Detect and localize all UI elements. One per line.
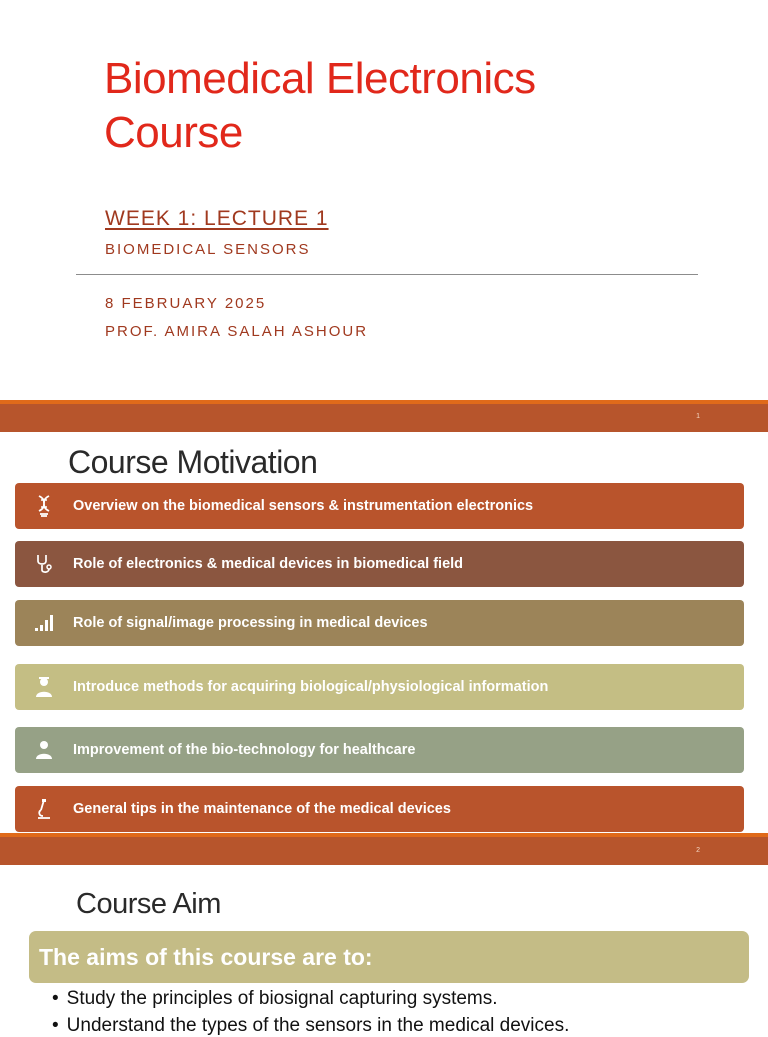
course-title — [104, 52, 724, 160]
lecture-label: WEEK 1: LECTURE 1 — [105, 207, 329, 230]
slide-footer-band-2 — [0, 833, 768, 865]
slide-footer-band-1 — [0, 400, 768, 432]
dna-icon — [15, 483, 73, 529]
motivation-item-label: Introduce methods for acquiring biological/physiological information — [73, 679, 549, 695]
stethoscope-icon — [15, 541, 73, 587]
title-slide — [0, 0, 768, 400]
signal-bars-icon — [15, 600, 73, 646]
motivation-item — [15, 600, 744, 646]
aim-heading: The aims of this course are to: — [39, 943, 373, 970]
motivation-item-label: General tips in the maintenance of the medical devices — [73, 801, 451, 817]
footer-accent-line — [0, 833, 768, 837]
course-title-line2: Course — [104, 108, 243, 157]
aim-heading-box — [29, 931, 749, 983]
page-number: 2 — [696, 847, 700, 854]
lecture-date: 8 FEBRUARY 2025 — [105, 295, 267, 312]
slide-title-motivation: Course Motivation — [68, 444, 318, 480]
scientist-icon — [15, 664, 73, 710]
motivation-item — [15, 664, 744, 710]
divider — [76, 274, 698, 275]
motivation-item-label: Role of electronics & medical devices in biomedical field — [73, 556, 464, 572]
lecture-subtitle: BIOMEDICAL SENSORS — [105, 241, 311, 258]
aim-bullet: • Understand the types of the sensors in the medical devices. — [52, 1015, 569, 1037]
motivation-item — [15, 541, 744, 587]
footer-accent-line — [0, 400, 768, 404]
motivation-item-label: Improvement of the bio-technology for healthcare — [73, 742, 416, 758]
microscope-icon — [15, 786, 73, 832]
lecture-author: PROF. AMIRA SALAH ASHOUR — [105, 323, 369, 340]
motivation-item — [15, 727, 744, 773]
motivation-item-label: Overview on the biomedical sensors & instrumentation electronics — [73, 498, 534, 514]
slide-title-aim: Course Aim — [76, 888, 221, 920]
person-icon — [15, 727, 73, 773]
motivation-item — [15, 786, 744, 832]
motivation-item — [15, 483, 744, 529]
course-title-line1: Biomedical Electronics — [104, 54, 536, 103]
page-number: 1 — [696, 413, 700, 420]
motivation-item-label: Role of signal/image processing in medical devices — [73, 615, 428, 631]
aim-bullet: • Study the principles of biosignal capturing systems. — [52, 988, 498, 1010]
